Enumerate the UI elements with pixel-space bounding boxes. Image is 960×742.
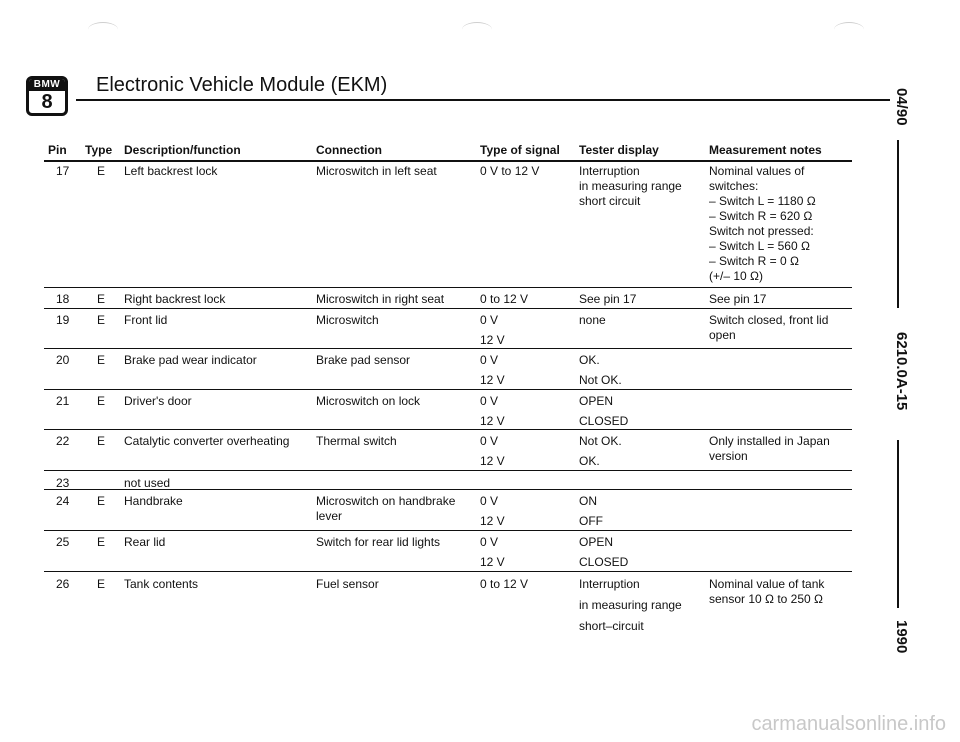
pin-number: 18 bbox=[56, 292, 70, 306]
side-year: 1990 bbox=[893, 620, 910, 654]
signal-type: E bbox=[97, 394, 106, 408]
tester-cell: OFF bbox=[579, 514, 603, 528]
row-divider bbox=[44, 571, 852, 572]
signal-cell: 12 V bbox=[480, 333, 505, 347]
tester-cell: CLOSED bbox=[579, 555, 629, 569]
signal-cell: 0 V bbox=[480, 535, 499, 549]
tester-cell: CLOSED bbox=[579, 414, 629, 428]
signal-cell: 12 V bbox=[480, 454, 505, 468]
pin-number: 25 bbox=[56, 535, 70, 549]
notes-cell: version bbox=[709, 449, 748, 463]
signal-cell: 0 V bbox=[480, 434, 499, 448]
tester-cell: OK. bbox=[579, 454, 600, 468]
signal-cell: 0 V to 12 V bbox=[480, 164, 540, 178]
connection-cell: Brake pad sensor bbox=[316, 353, 411, 367]
signal-type: E bbox=[97, 434, 106, 448]
notes-cell: Nominal value of tank bbox=[709, 577, 825, 591]
pin-number: 19 bbox=[56, 313, 70, 327]
connection-cell: Switch for rear lid lights bbox=[316, 535, 441, 549]
description-cell: Catalytic converter overheating bbox=[124, 434, 290, 448]
description-cell: Rear lid bbox=[124, 535, 166, 549]
notes-cell: Switch closed, front lid bbox=[709, 313, 829, 327]
notes-cell: open bbox=[709, 328, 736, 342]
tester-cell: OPEN bbox=[579, 535, 614, 549]
notes-cell: (+/– 10 Ω) bbox=[709, 269, 763, 283]
connection-cell: Microswitch in left seat bbox=[316, 164, 437, 178]
notes-cell: Switch not pressed: bbox=[709, 224, 814, 238]
notes-cell: – Switch L = 1180 Ω bbox=[709, 194, 816, 208]
notes-cell: Nominal values of bbox=[709, 164, 805, 178]
tester-cell: OPEN bbox=[579, 394, 614, 408]
tester-cell: in measuring range bbox=[579, 598, 682, 612]
signal-type: E bbox=[97, 292, 106, 306]
header-type: Type bbox=[85, 143, 113, 157]
side-date: 04/90 bbox=[893, 88, 910, 126]
description-cell: Right backrest lock bbox=[124, 292, 226, 306]
signal-cell: 0 to 12 V bbox=[480, 577, 529, 591]
signal-cell: 12 V bbox=[480, 414, 505, 428]
signal-cell: 0 V bbox=[480, 313, 499, 327]
logo-brand: BMW bbox=[29, 79, 65, 91]
header-tester: Tester display bbox=[579, 143, 659, 157]
connection-cell: Microswitch on lock bbox=[316, 394, 421, 408]
header-notes: Measurement notes bbox=[709, 143, 822, 157]
connection-cell: Microswitch on handbrake bbox=[316, 494, 456, 508]
signal-cell: 12 V bbox=[480, 555, 505, 569]
signal-type: E bbox=[97, 353, 106, 367]
signal-type: E bbox=[97, 535, 106, 549]
connection-cell: Thermal switch bbox=[316, 434, 397, 448]
signal-type: E bbox=[97, 494, 106, 508]
signal-type: E bbox=[97, 313, 106, 327]
bmw-logo bbox=[26, 76, 68, 116]
connection-cell: Fuel sensor bbox=[316, 577, 379, 591]
row-divider bbox=[44, 287, 852, 288]
tester-cell: ON bbox=[579, 494, 597, 508]
row-divider bbox=[44, 470, 852, 471]
tester-cell: See pin 17 bbox=[579, 292, 637, 306]
signal-cell: 12 V bbox=[480, 373, 505, 387]
pin-number: 24 bbox=[56, 494, 70, 508]
notes-cell: – Switch R = 620 Ω bbox=[709, 209, 813, 223]
notes-cell: – Switch L = 560 Ω bbox=[709, 239, 810, 253]
page-title: Electronic Vehicle Module (EKM) bbox=[96, 74, 388, 96]
tester-cell: Not OK. bbox=[579, 373, 622, 387]
signal-cell: 0 V bbox=[480, 394, 499, 408]
notes-cell: sensor 10 Ω to 250 Ω bbox=[709, 592, 824, 606]
watermark: carmanualsonline.info bbox=[751, 713, 946, 735]
signal-cell: 0 V bbox=[480, 494, 499, 508]
notes-cell: – Switch R = 0 Ω bbox=[709, 254, 800, 268]
title-rule bbox=[76, 99, 890, 101]
side-rule-1 bbox=[897, 140, 899, 308]
logo-number: 8 bbox=[41, 91, 53, 113]
tester-cell: short circuit bbox=[579, 194, 641, 208]
pin-number: 17 bbox=[56, 164, 70, 178]
tester-cell: OK. bbox=[579, 353, 600, 367]
signal-cell: 12 V bbox=[480, 514, 505, 528]
connection-cell: Microswitch in right seat bbox=[316, 292, 445, 306]
corner-mark-right bbox=[834, 22, 864, 37]
corner-mark-center bbox=[462, 22, 492, 37]
row-divider bbox=[44, 389, 852, 390]
row-divider bbox=[44, 348, 852, 349]
description-cell: Tank contents bbox=[124, 577, 199, 591]
signal-cell: 0 V bbox=[480, 353, 499, 367]
tester-cell: in measuring range bbox=[579, 179, 682, 193]
pin-number: 22 bbox=[56, 434, 70, 448]
tester-cell: Not OK. bbox=[579, 434, 622, 448]
pin-number: 26 bbox=[56, 577, 70, 591]
notes-cell: switches: bbox=[709, 179, 759, 193]
notes-cell: See pin 17 bbox=[709, 292, 767, 306]
row-divider bbox=[44, 530, 852, 531]
signal-type: E bbox=[97, 577, 106, 591]
header-pin: Pin bbox=[48, 143, 67, 157]
row-divider bbox=[44, 429, 852, 430]
signal-cell: 0 to 12 V bbox=[480, 292, 529, 306]
description-cell: not used bbox=[124, 476, 171, 490]
header-description: Description/function bbox=[124, 143, 241, 157]
corner-mark-left bbox=[88, 22, 118, 37]
description-cell: Brake pad wear indicator bbox=[124, 353, 257, 367]
tester-cell: short–circuit bbox=[579, 619, 644, 633]
row-divider bbox=[44, 308, 852, 309]
notes-cell: Only installed in Japan bbox=[709, 434, 830, 448]
tester-cell: Interruption bbox=[579, 577, 640, 591]
description-cell: Front lid bbox=[124, 313, 168, 327]
connection-cell: Microswitch bbox=[316, 313, 379, 327]
description-cell: Handbrake bbox=[124, 494, 183, 508]
pin-number: 21 bbox=[56, 394, 70, 408]
pin-number: 23 bbox=[56, 476, 70, 490]
header-rule bbox=[44, 160, 852, 162]
tester-cell: Interruption bbox=[579, 164, 640, 178]
description-cell: Left backrest lock bbox=[124, 164, 218, 178]
side-ref: 6210.0A-15 bbox=[893, 332, 910, 411]
header-connection: Connection bbox=[316, 143, 382, 157]
signal-type: E bbox=[97, 164, 106, 178]
connection-cell: lever bbox=[316, 509, 343, 523]
pin-number: 20 bbox=[56, 353, 70, 367]
tester-cell: none bbox=[579, 313, 606, 327]
description-cell: Driver's door bbox=[124, 394, 192, 408]
side-rule-2 bbox=[897, 440, 899, 608]
header-signal: Type of signal bbox=[480, 143, 560, 157]
